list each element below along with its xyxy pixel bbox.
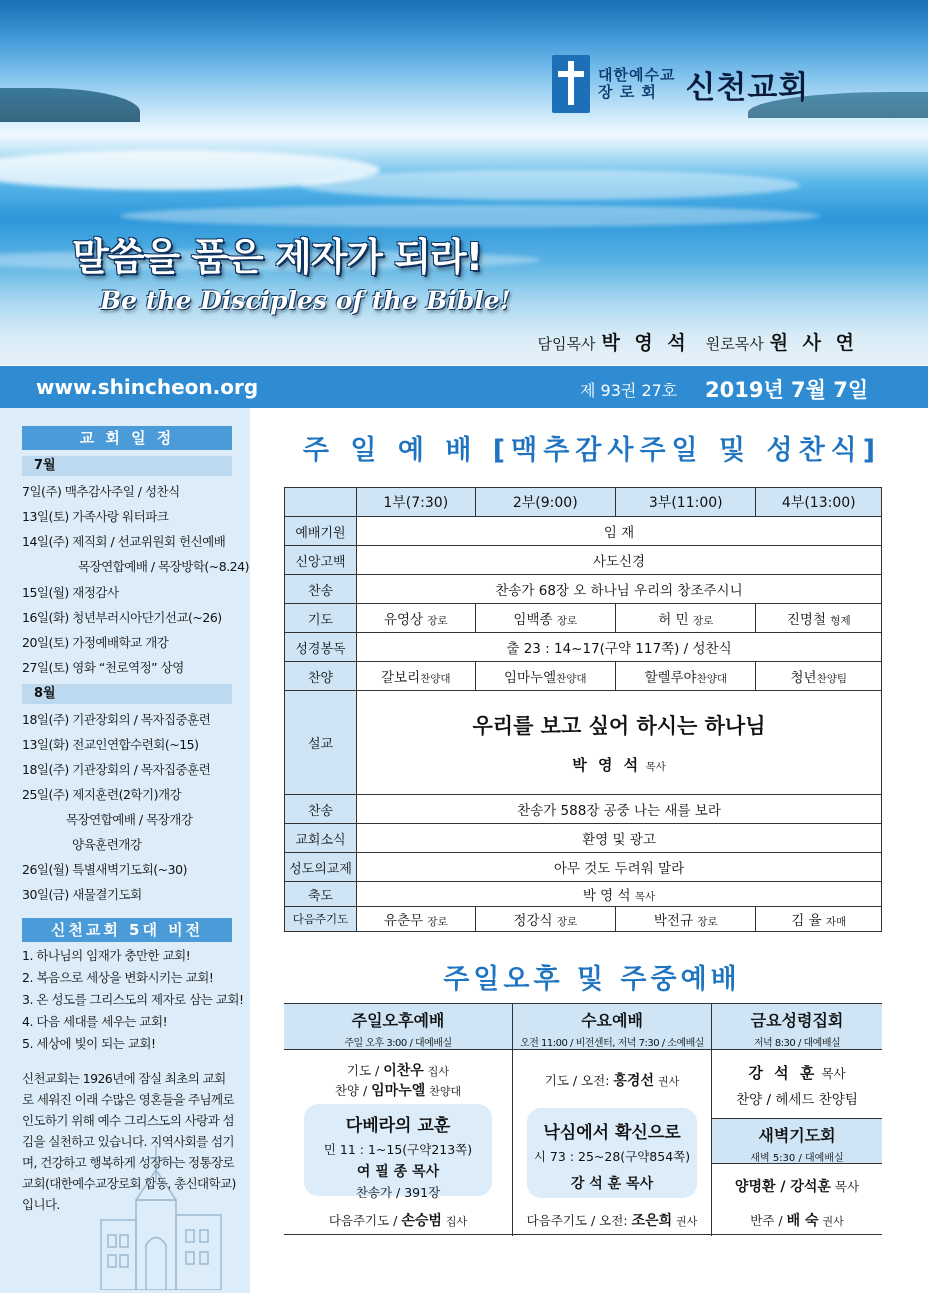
list-item: 20일(토) 가정예배학교 개강	[22, 635, 169, 650]
table-row	[285, 488, 882, 517]
friday-preacher: 강 석 훈 목사	[748, 1064, 846, 1082]
church-building-illustration	[96, 1140, 226, 1290]
table-row	[285, 907, 882, 932]
list-item: 양육훈련개강	[72, 837, 142, 852]
row-label: 예배기원	[285, 517, 357, 546]
row-label: 설교	[285, 691, 357, 795]
prayer-line: 기도 / 오전: 홍경선 권사	[544, 1073, 680, 1089]
vision-item: 1. 하나님의 임재가 충만한 교회!	[22, 948, 191, 963]
vision-item: 3. 온 성도를 그리스도의 제자로 삼는 교회!	[22, 992, 244, 1007]
row-label: 축도	[285, 882, 357, 907]
prayer-1: 유영상 장로	[357, 604, 476, 633]
church-news: 환영 및 광고	[357, 824, 882, 853]
service-3: 3부(11:00)	[616, 488, 756, 517]
list-item: 15일(월) 재정감사	[22, 585, 119, 600]
table-row	[285, 853, 882, 882]
prayer-4: 진명철 형제	[756, 604, 882, 633]
friday-column	[712, 1004, 882, 1236]
sermon-box: 낙심에서 확신으로 시 73 : 25~28(구약854쪽) 강 석 훈 목사	[527, 1108, 697, 1198]
table-row	[285, 662, 882, 691]
choir-4: 청년찬양팀	[756, 662, 882, 691]
prayer-3: 허 민 장로	[616, 604, 756, 633]
creed: 사도신경	[357, 546, 882, 575]
row-label: 다음주기도	[285, 907, 357, 932]
next-prayer-4: 김 율 자매	[756, 907, 882, 932]
info-strip	[0, 366, 928, 408]
list-item: 18일(주) 기관장회의 / 목자집중훈련	[22, 712, 211, 727]
column-header: 금요성령집회 저녁 8:30 / 대예배실	[712, 1004, 882, 1050]
sermon-box: 다베라의 교훈 민 11 : 1~15(구약213쪽) 여 필 종 목사 찬송가 / 391장	[304, 1104, 492, 1196]
sunday-worship-table	[284, 487, 882, 932]
row-label: 성경봉독	[285, 633, 357, 662]
service-4: 4부(13:00)	[756, 488, 882, 517]
vision-item: 5. 세상에 빛이 되는 교회!	[22, 1036, 156, 1051]
table-row	[285, 882, 882, 907]
row-label: 찬양	[285, 662, 357, 691]
sunday-worship-title: 주 일 예 배 [맥추감사주일 및 성찬식]	[302, 435, 882, 466]
list-item: 27일(토) 영화 “천로역정” 상영	[22, 660, 184, 675]
month-august: 8월	[22, 684, 232, 704]
header-banner	[0, 0, 928, 365]
list-item: 16일(화) 청년부러시아단기선교(~26)	[22, 610, 222, 625]
list-item: 7일(주) 맥추감사주일 / 성찬식	[22, 484, 180, 499]
next-prayer-3: 박전규 장로	[616, 907, 756, 932]
senior-pastor-title: 담임목사	[537, 335, 596, 353]
row-label: 찬송	[285, 795, 357, 824]
invocation: 임 재	[357, 517, 882, 546]
row-label: 성도의교제	[285, 853, 357, 882]
accompanist-line: 반주 / 배 숙 권사	[750, 1213, 844, 1229]
senior-pastor-name: 박 영 석	[601, 332, 690, 354]
vision-item: 4. 다음 세대를 세우는 교회!	[22, 1014, 168, 1029]
next-prayer-line: 다음주기도 / 손승범 집사	[328, 1213, 468, 1229]
row-label: 찬송	[285, 575, 357, 604]
row-label: 기도	[285, 604, 357, 633]
list-item: 목장연합예배 / 목장방학(~8.24)	[78, 559, 249, 574]
choir-3: 할렐루야찬양대	[616, 662, 756, 691]
closing-hymn: 찬송가 588장 공중 나는 새를 보라	[357, 795, 882, 824]
month-july: 7월	[22, 456, 232, 476]
vision-title: 신천교회 5대 비전	[22, 918, 232, 942]
table-row	[285, 546, 882, 575]
denomination: 대한예수교 장 로 회	[598, 66, 676, 101]
table-row	[285, 604, 882, 633]
issue-number: 제 93권 27호	[580, 381, 678, 400]
sunday-afternoon-column	[284, 1004, 512, 1236]
prayer-2: 임백종 장로	[475, 604, 615, 633]
emeritus-name: 원 사 연	[769, 332, 858, 354]
benediction: 박 영 석 목사	[357, 882, 882, 907]
choir-1: 갈보리찬양대	[357, 662, 476, 691]
friday-choir: 찬양 / 헤세드 찬양팀	[736, 1092, 858, 1108]
sermon	[357, 691, 882, 795]
choir-line: 찬양 / 임마누엘 찬양대	[334, 1083, 462, 1099]
weekday-worship-title: 주일오후 및 주중예배	[443, 964, 741, 995]
corner-cell	[285, 488, 357, 517]
column-header: 주일오후예배 주일 오후 3:00 / 대예배실	[284, 1004, 512, 1050]
fellowship: 아무 것도 두려워 말라	[357, 853, 882, 882]
slogan-english: Be the Disciples of the Bible!	[100, 286, 511, 315]
island-left	[0, 88, 140, 122]
list-item: 13일(토) 가족사랑 워터파크	[22, 509, 169, 524]
list-item: 18일(주) 기관장회의 / 목자집중훈련	[22, 762, 211, 777]
bulletin-date: 2019년 7월 7일	[705, 378, 869, 402]
next-prayer-line: 다음주기도 / 오전: 조은희 권사	[526, 1213, 698, 1229]
emeritus-title: 원로목사	[705, 335, 764, 353]
website-link[interactable]: www.shincheon.org	[36, 375, 259, 399]
weekday-worship-panel	[284, 1003, 882, 1235]
service-2: 2부(9:00)	[475, 488, 615, 517]
list-item: 목장연합예배 / 목장개강	[66, 812, 193, 827]
dawn-prayer-header: 새벽기도회 새벽 5:30 / 대예배실	[712, 1118, 882, 1164]
service-1: 1부(7:30)	[357, 488, 476, 517]
scripture-reading: 출 23 : 14~17(구약 117쪽) / 성찬식	[357, 633, 882, 662]
wednesday-column	[513, 1004, 711, 1236]
sermon-title: 우리를 보고 싶어 하시는 하나님	[472, 714, 766, 738]
next-prayer-1: 유춘무 장로	[357, 907, 476, 932]
row-label: 신앙고백	[285, 546, 357, 575]
opening-hymn: 찬송가 68장 오 하나님 우리의 창조주시니	[357, 575, 882, 604]
prayer-line: 기도 / 이찬우 집사	[346, 1063, 450, 1079]
table-row	[285, 633, 882, 662]
next-prayer-2: 정강식 장로	[475, 907, 615, 932]
column-header: 수요예배 오전 11:00 / 비전센터, 저녁 7:30 / 소예배실	[513, 1004, 711, 1050]
list-item: 26일(월) 특별새벽기도회(~30)	[22, 862, 187, 877]
slogan-korean: 말씀을 품은 제자가 되라!	[72, 235, 483, 279]
list-item: 14일(주) 제직회 / 선교위원회 헌신예배	[22, 534, 226, 549]
choir-2: 임마누엘찬양대	[475, 662, 615, 691]
schedule-title: 교 회 일 정	[22, 426, 232, 450]
list-item: 25일(주) 제지훈련(2학기)개강	[22, 787, 182, 802]
table-row	[285, 517, 882, 546]
cross-icon	[552, 55, 590, 113]
dawn-preachers: 양명환 / 강석훈 목사	[734, 1179, 860, 1195]
sermon-preacher: 박 영 석 목사	[572, 756, 666, 774]
table-row	[285, 575, 882, 604]
row-label: 교회소식	[285, 824, 357, 853]
list-item: 30일(금) 새물결기도회	[22, 887, 142, 902]
table-row	[285, 691, 882, 795]
pastors-line	[537, 328, 868, 355]
vision-item: 2. 복음으로 세상을 변화시키는 교회!	[22, 970, 214, 985]
table-row	[285, 795, 882, 824]
table-row	[285, 824, 882, 853]
church-introduction: 신천교회는 1926년에 잠실 최초의 교회로 세워진 이래 수많은 영혼들을 주님께로 인도하기 위해 예수 그리스도의 사랑과 섬김을 실천하고 있습니다. 지역사회를 섬기며, 건강하고 행복하게 성장하는 정통장로교회(대한예수교장로회 합동, 총신대학교)입니다.	[22, 1071, 236, 1212]
church-logo	[552, 55, 809, 113]
church-name: 신천교회	[685, 69, 810, 106]
list-item: 13일(화) 전교인연합수련회(~15)	[22, 737, 199, 752]
